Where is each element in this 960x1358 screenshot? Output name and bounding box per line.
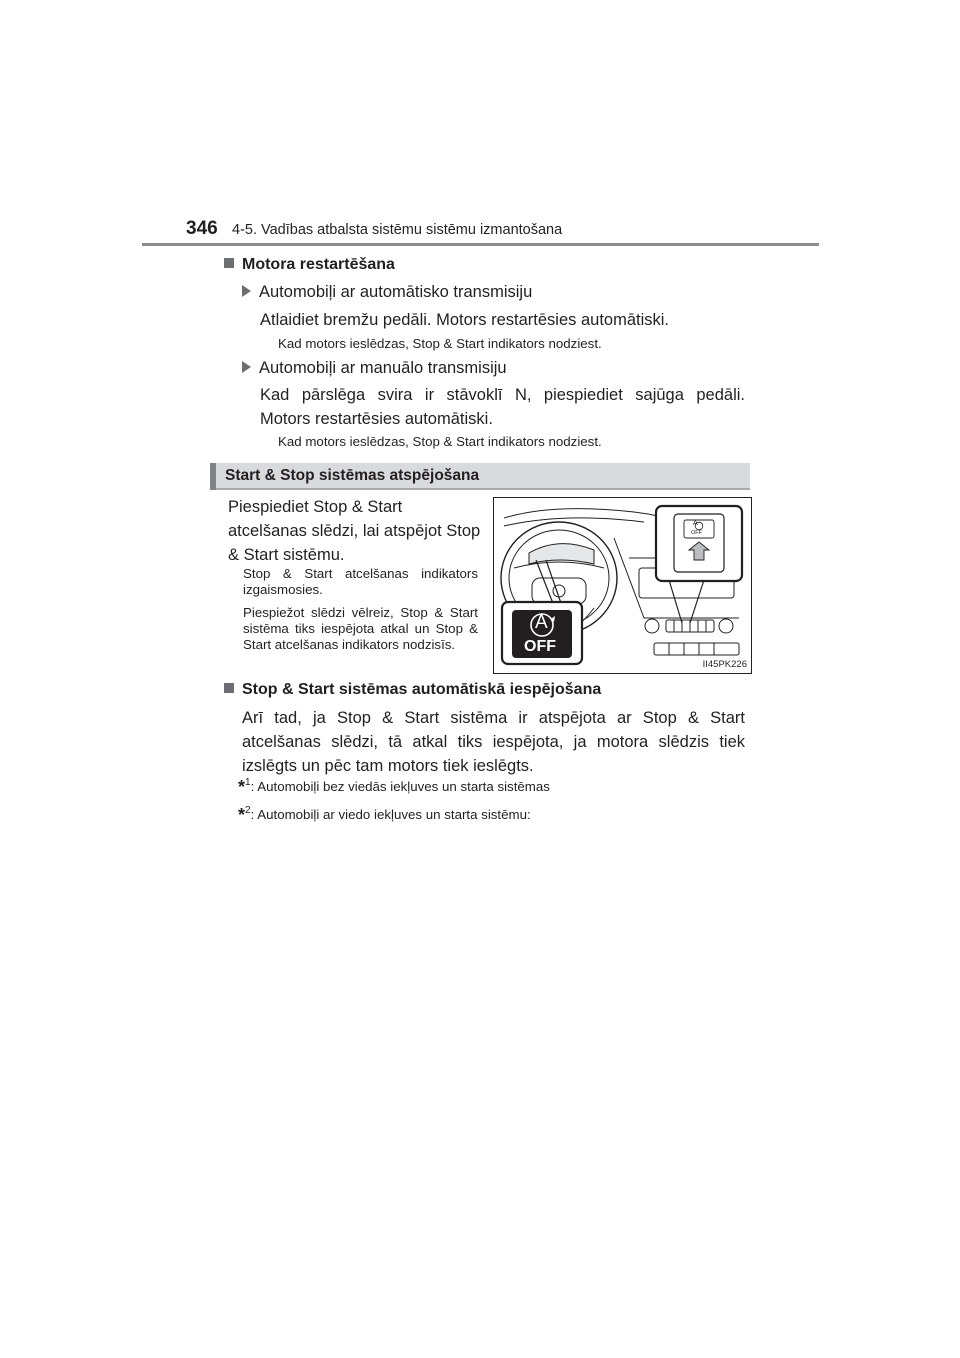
auto-transmission-note: Kad motors ieslēdzas, Stop & Start indikators nodziest. [278,336,602,351]
manual-transmission-title: Automobiļi ar manuālo transmisiju [242,356,507,380]
page-number: 346 [186,218,218,239]
indicator-off-label: OFF [524,638,556,655]
disable-text-line2: atcelšanas slēdzi, lai atspējot Stop [228,522,481,540]
auto-enable-line2: atcelšanas slēdzi, tā atkal tiks iespējota, ja motora slēdzis tiek [242,733,745,751]
disable-text-line1: Piespiediet Stop & Start [228,498,403,516]
triangle-bullet-icon [242,361,251,373]
header-divider [142,243,819,246]
disable-note-1: Stop & Start atcelšanas indikators izgaismosies. [243,566,478,597]
auto-enable-line1: Arī tad, ja Stop & Start sistēma ir atspējota ar Stop & Start [242,709,745,727]
manual-transmission-text-line1: Kad pārslēga svira ir stāvoklī N, piespiediet sajūga pedāli. [260,386,745,404]
section-accent [210,463,216,490]
auto-transmission-text: Atlaidiet bremžu pedāli. Motors restartēsies automātiski. [260,311,670,329]
indicator-letter: A [535,612,548,633]
restart-heading: Motora restartēšana [224,256,395,274]
disable-note-2: Piespiežot slēdzi vēlreiz, Stop & Start sistēma tiks iespējota atkal un Stop & Start atcelšanas indikators nodzisīs. [243,605,478,652]
disable-text-line3: & Start sistēmu. [228,546,345,564]
figure-code: II45PK226 [702,659,747,670]
footnote-2: *$^2$: Automobiļi ar viedo iekļuves un starta sistēmu: [238,805,531,825]
section-title: Start & Stop sistēmas atspējošana [225,467,480,484]
switch-off-label: OFF [691,530,702,536]
footnote-1: *$^1$: Automobiļi bez viedās iekļuves un starta sistēmas [238,777,550,797]
auto-enable-line3: izslēgts un pēc tam motors tiek ieslēgts. [242,757,534,775]
auto-transmission-title: Automobiļi ar automātisko transmisiju [242,280,532,304]
section-header [210,463,750,490]
square-bullet-icon [224,683,234,693]
manual-transmission-note: Kad motors ieslēdzas, Stop & Start indikators nodziest. [278,434,602,449]
square-bullet-icon [224,258,234,268]
switch-letter: A [693,520,698,527]
triangle-bullet-icon [242,285,251,297]
manual-transmission-text-line2: Motors restartēsies automātiski. [260,410,493,428]
auto-enable-heading: Stop & Start sistēmas automātiskā iespējošana [224,681,601,699]
dashboard-illustration [493,497,752,674]
chapter-title: 4-5. Vadības atbalsta sistēmu sistēmu izmantošana [232,222,563,238]
